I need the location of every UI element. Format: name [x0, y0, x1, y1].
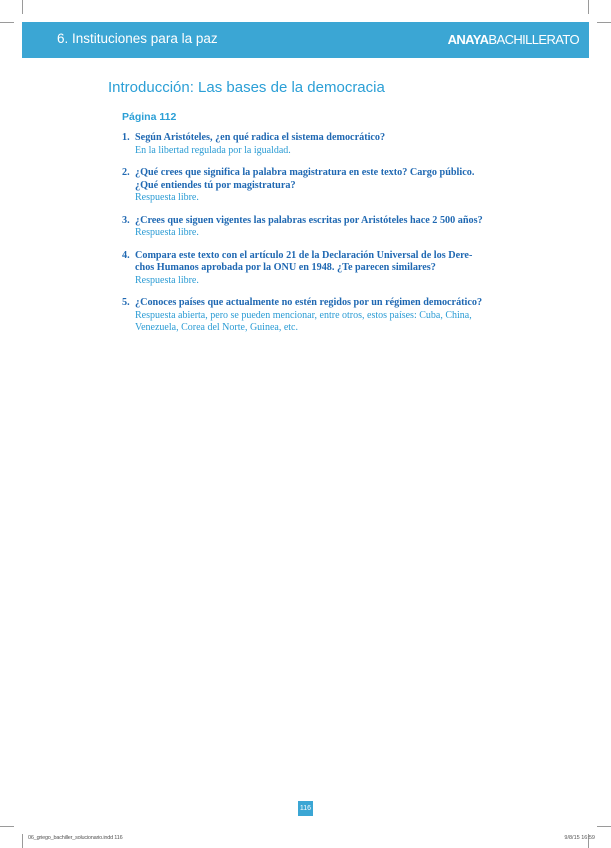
- publisher-logo: [448, 32, 579, 47]
- brand-part1: ANAYA: [447, 32, 489, 47]
- question-text: Compara este texto con el artículo 21 de la Declaración Universal de los Dere-: [135, 249, 473, 261]
- question-text: Según Aristóteles, ¿en qué radica el sistema democrático?: [135, 132, 386, 143]
- crop-mark: [597, 826, 611, 827]
- question-number: 1.: [122, 132, 130, 143]
- question-list: [122, 132, 504, 345]
- answer-text: Venezuela, Corea del Norte, Guinea, etc.: [135, 322, 298, 333]
- crop-mark: [22, 0, 23, 14]
- question-text: ¿Qué crees que significa la palabra magistratura en este texto? Cargo público.: [135, 167, 475, 178]
- question-item: [122, 132, 504, 157]
- question-item: [122, 167, 504, 205]
- crop-mark: [0, 22, 14, 23]
- brand-part2: BACHILLERATO: [488, 32, 579, 47]
- page-number: 116: [298, 801, 313, 816]
- answer-text: Respuesta libre.: [135, 192, 199, 203]
- question-body: [135, 167, 504, 205]
- question-text: ¿Crees que siguen vigentes las palabras escritas por Aristóteles hace 2 500 años?: [135, 214, 483, 226]
- question-text: ¿Qué entiendes tú por magistratura?: [135, 179, 296, 191]
- question-body: [135, 132, 504, 157]
- section-title: Introducción: Las bases de la democracia: [108, 79, 385, 96]
- question-item: [122, 297, 504, 335]
- crop-mark: [22, 834, 23, 848]
- question-number: 2.: [122, 167, 130, 178]
- answer-text: Respuesta libre.: [135, 227, 199, 238]
- answer-text: Respuesta abierta, pero se pueden mencionar, entre otros, estos países: Cuba, China,: [135, 309, 472, 321]
- question-item: [122, 215, 504, 240]
- answer-text: En la libertad regulada por la igualdad.: [135, 144, 291, 156]
- answer-text: Respuesta libre.: [135, 274, 199, 286]
- question-body: [135, 250, 504, 288]
- chapter-title: 6. Instituciones para la paz: [57, 31, 218, 46]
- date-slug: 9/8/15 16:59: [564, 835, 595, 841]
- crop-mark: [597, 22, 611, 23]
- question-text: chos Humanos aprobada por la ONU en 1948. ¿Te parecen similares?: [135, 262, 436, 273]
- page-label: Página 112: [122, 111, 177, 123]
- question-body: [135, 215, 504, 240]
- crop-mark: [0, 826, 14, 827]
- question-number: 4.: [122, 249, 130, 261]
- header-bar: [22, 22, 589, 58]
- crop-mark: [588, 0, 589, 14]
- question-number: 5.: [122, 297, 130, 308]
- question-body: [135, 297, 504, 335]
- question-number: 3.: [122, 214, 130, 226]
- question-item: [122, 250, 504, 288]
- file-slug: 06_griego_bachiller_solucionario.indd 116: [28, 835, 123, 841]
- question-text: ¿Conoces países que actualmente no estén regidos por un régimen democrático?: [135, 297, 483, 308]
